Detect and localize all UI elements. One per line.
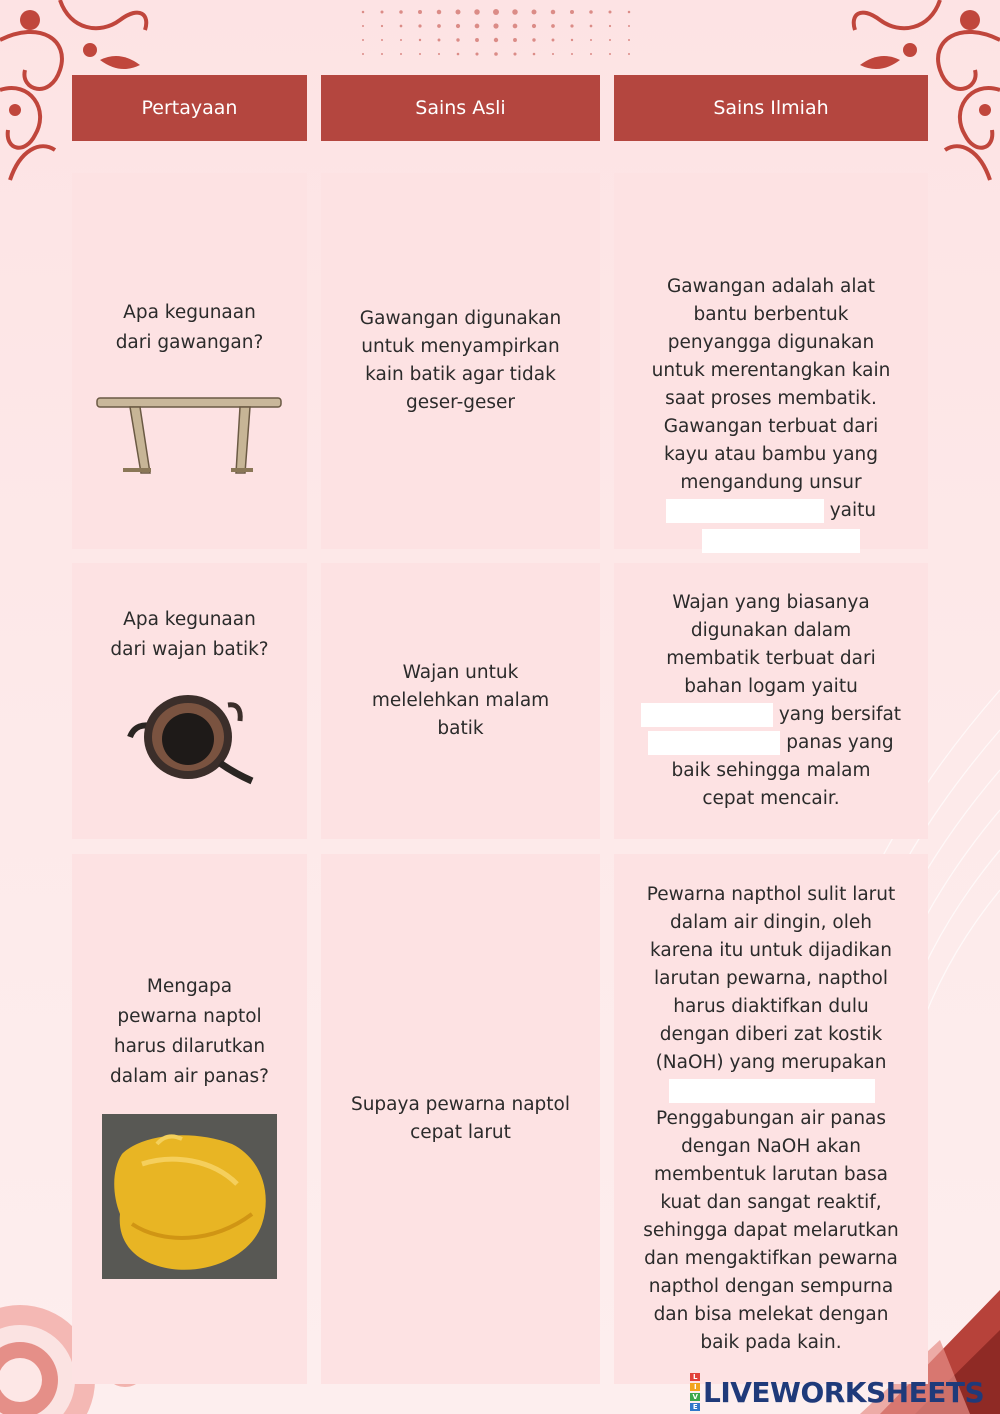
asli-cell-wajan xyxy=(321,563,600,839)
decor-dot xyxy=(419,39,421,41)
decor-dot xyxy=(628,53,630,55)
question-cell-naptol xyxy=(72,854,307,1384)
ilmiah-line: kuat dan sangat reaktif, xyxy=(660,1192,882,1213)
asli-line: Gawangan digunakan xyxy=(359,308,562,329)
decor-dot xyxy=(418,10,422,14)
decor-dot xyxy=(381,11,384,14)
ilmiah-line: dengan NaOH akan xyxy=(681,1136,861,1157)
ilmiah-inline-text: yang bersifat xyxy=(778,704,902,725)
answer-blank-naptol-1[interactable] xyxy=(669,1079,875,1103)
decor-dot xyxy=(381,39,383,41)
asli-line: cepat larut xyxy=(410,1122,511,1143)
decor-dot xyxy=(609,11,612,14)
decor-dot xyxy=(513,38,517,42)
ilmiah-line: untuk merentangkan kain xyxy=(651,360,891,381)
decor-dot xyxy=(532,24,536,28)
ilmiah-line: sehingga dapat melarutkan xyxy=(643,1220,899,1241)
decor-dot xyxy=(399,10,403,14)
decor-dot xyxy=(437,24,441,28)
decor-dot xyxy=(438,53,440,55)
asli-line: Wajan untuk xyxy=(402,662,519,683)
ilmiah-line: Penggabungan air panas xyxy=(655,1108,887,1129)
decor-dot xyxy=(493,9,499,15)
dot-pattern xyxy=(355,6,645,66)
decor-dot xyxy=(362,25,364,27)
ilmiah-line: dalam air dingin, oleh xyxy=(670,912,872,933)
ilmiah-line-with-blank xyxy=(641,701,901,729)
decor-dot xyxy=(609,53,611,55)
ilmiah-inline-text: panas yang xyxy=(786,732,894,753)
ilmiah-line: dan bisa melekat dengan xyxy=(653,1304,889,1325)
question-line: Apa kegunaan xyxy=(123,302,256,323)
ilmiah-line: Gawangan terbuat dari xyxy=(663,416,879,437)
decor-dot xyxy=(362,39,364,41)
header-pertanyaan: Pertayaan xyxy=(72,75,307,141)
decor-dot xyxy=(362,11,365,14)
ilmiah-line: kayu atau bambu yang xyxy=(663,444,878,465)
ilmiah-line: Wajan yang biasanya xyxy=(672,592,870,613)
asli-cell-gawangan xyxy=(321,173,600,549)
decor-dot xyxy=(437,10,442,15)
ilmiah-inline-text: yaitu xyxy=(829,500,877,521)
asli-line: melelehkan malam xyxy=(371,690,550,711)
decor-dot xyxy=(532,38,535,41)
gawangan-image xyxy=(95,388,285,483)
decor-dot xyxy=(456,10,461,15)
decor-dot xyxy=(609,25,611,27)
liveworksheets-logo[interactable] xyxy=(690,1372,984,1412)
decor-dot xyxy=(571,53,573,55)
question-line: dari gawangan? xyxy=(115,332,264,353)
ilmiah-line: baik sehingga malam xyxy=(671,760,871,781)
ilmiah-line-with-blank xyxy=(669,1077,875,1105)
ilmiah-line: harus diaktifkan dulu xyxy=(673,996,869,1017)
wajan-image xyxy=(120,675,260,785)
logo-text: LIVEWORKSHEETS xyxy=(703,1375,985,1409)
decor-dot xyxy=(474,9,480,15)
ilmiah-line: baik pada kain. xyxy=(700,1332,842,1353)
ilmiah-line-with-blank xyxy=(666,497,876,525)
answer-blank-wajan-1[interactable] xyxy=(641,703,773,727)
ilmiah-line: (NaOH) yang merupakan xyxy=(655,1052,887,1073)
decor-dot xyxy=(609,39,611,41)
decor-dot xyxy=(628,39,630,41)
ilmiah-line: dengan diberi zat kostik xyxy=(659,1024,883,1045)
asli-line: geser-geser xyxy=(406,392,515,413)
logo-mark-icon xyxy=(690,1372,700,1412)
ilmiah-line: membatik terbuat dari xyxy=(666,648,876,669)
logo-mark-letter: E xyxy=(690,1403,700,1411)
ilmiah-cell-wajan xyxy=(614,563,928,839)
header-sains-asli: Sains Asli xyxy=(321,75,600,141)
decor-dot xyxy=(381,53,383,55)
logo-mark-letter: V xyxy=(690,1393,700,1401)
answer-blank-gawangan-1[interactable] xyxy=(666,499,824,523)
ilmiah-line: Gawangan adalah alat xyxy=(666,276,876,297)
logo-mark-letter: I xyxy=(690,1383,700,1391)
decor-dot xyxy=(552,39,555,42)
decor-dot xyxy=(628,11,631,14)
answer-blank-gawangan-2[interactable] xyxy=(702,529,860,553)
decor-dot xyxy=(533,53,536,56)
logo-mark-letter: L xyxy=(690,1373,700,1381)
decor-dot xyxy=(456,24,460,28)
decor-dot xyxy=(362,53,364,55)
decor-dot xyxy=(590,53,592,55)
ilmiah-line: napthol dengan sempurna xyxy=(648,1276,894,1297)
decor-dot xyxy=(552,53,554,55)
decor-dot xyxy=(513,52,516,55)
decor-dot xyxy=(628,25,630,27)
decor-dot xyxy=(513,24,518,29)
decor-dot xyxy=(532,10,537,15)
decor-dot xyxy=(570,24,573,27)
ilmiah-line: mengandung unsur xyxy=(680,472,862,493)
question-line: Apa kegunaan xyxy=(123,609,256,630)
ilmiah-line-with-blank xyxy=(648,729,893,757)
question-line: Mengapa xyxy=(146,976,233,997)
ilmiah-line: penyangga digunakan xyxy=(667,332,875,353)
decor-dot xyxy=(381,25,383,27)
decor-dot xyxy=(456,38,459,41)
decor-dot xyxy=(400,39,402,41)
ilmiah-line: digunakan dalam xyxy=(690,620,852,641)
decor-dot xyxy=(400,53,402,55)
ilmiah-line: larutan pewarna, napthol xyxy=(654,968,888,989)
decor-dot xyxy=(551,24,555,28)
decor-dot xyxy=(418,24,421,27)
answer-blank-wajan-2[interactable] xyxy=(648,731,780,755)
decor-dot xyxy=(551,10,556,15)
ilmiah-line: dan mengaktifkan pewarna xyxy=(644,1248,898,1269)
decor-dot xyxy=(475,38,479,42)
ilmiah-line: bahan logam yaitu xyxy=(684,676,858,697)
decor-dot xyxy=(590,39,592,41)
decor-dot xyxy=(494,38,498,42)
asli-line: Supaya pewarna naptol xyxy=(350,1094,571,1115)
ilmiah-line: cepat mencair. xyxy=(702,788,840,809)
question-cell-gawangan xyxy=(72,173,307,549)
ilmiah-cell-naptol xyxy=(614,854,928,1384)
decor-dot xyxy=(589,10,593,14)
asli-line: batik xyxy=(437,718,484,739)
ilmiah-line: Pewarna napthol sulit larut xyxy=(646,884,896,905)
decor-dot xyxy=(438,39,441,42)
ilmiah-line: karena itu untuk dijadikan xyxy=(650,940,892,961)
asli-line: kain batik agar tidak xyxy=(365,364,556,385)
naptol-image xyxy=(102,1114,277,1279)
ilmiah-line: bantu berbentuk xyxy=(693,304,849,325)
decor-dot xyxy=(512,9,518,15)
decor-dot xyxy=(400,25,403,28)
decor-dot xyxy=(475,24,480,29)
question-line: dari wajan batik? xyxy=(110,639,269,660)
decor-dot xyxy=(570,10,574,14)
ilmiah-cell-gawangan xyxy=(614,173,928,549)
decor-dot xyxy=(457,53,460,56)
decor-dot xyxy=(493,23,498,28)
asli-line: untuk menyampirkan xyxy=(361,336,560,357)
decor-dot xyxy=(571,39,573,41)
decor-dot xyxy=(419,53,421,55)
ilmiah-line: saat proses membatik. xyxy=(665,388,877,409)
question-line: dalam air panas? xyxy=(109,1066,270,1087)
decor-dot xyxy=(494,52,498,56)
decor-dot xyxy=(475,52,478,55)
header-sains-ilmiah: Sains Ilmiah xyxy=(614,75,928,141)
ilmiah-line-with-blank xyxy=(702,527,860,555)
asli-cell-naptol xyxy=(321,854,600,1384)
question-line: harus dilarutkan xyxy=(113,1036,266,1057)
ilmiah-line: membentuk larutan basa xyxy=(654,1164,888,1185)
decor-dot xyxy=(590,25,593,28)
question-cell-wajan xyxy=(72,563,307,839)
question-line: pewarna naptol xyxy=(117,1006,262,1027)
